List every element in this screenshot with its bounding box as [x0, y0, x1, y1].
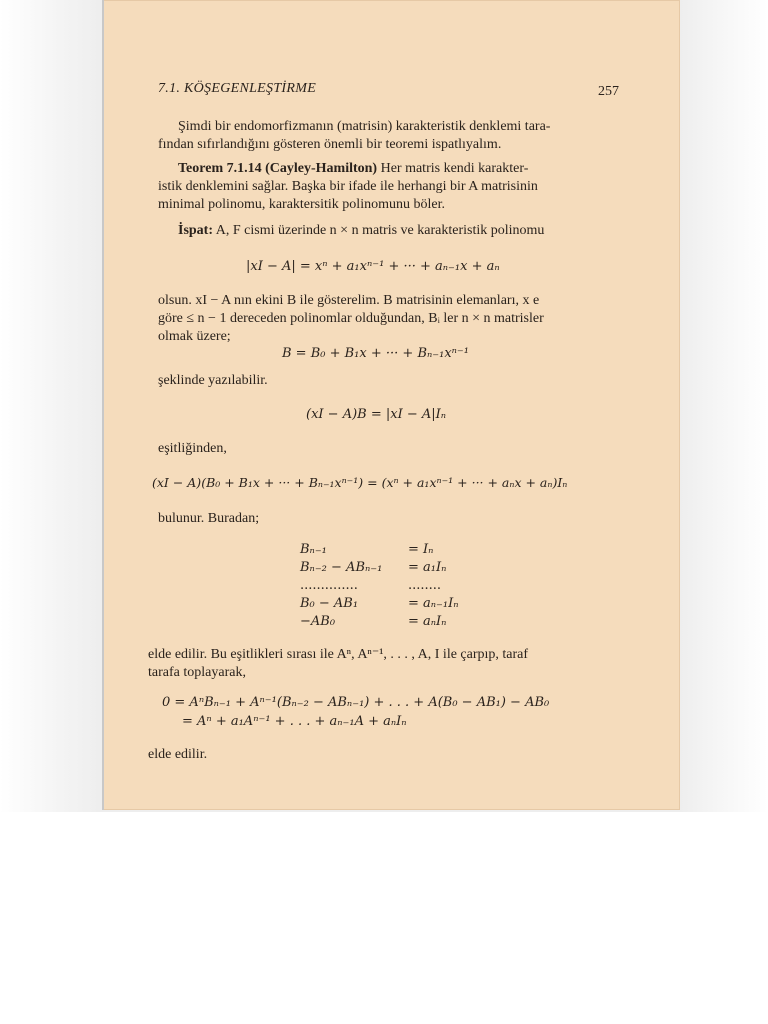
section-header: 7.1. KÖŞEGENLEŞTİRME	[158, 81, 317, 96]
proof-label: İspat:	[178, 223, 214, 238]
sum-equation-line-1: 0 = AⁿBₙ₋₁ + Aⁿ⁻¹(Bₙ₋₂ − ABₙ₋₁) + . . . + A(B₀ − AB₁) − AB₀	[162, 695, 550, 710]
paragraph-6-line-1: elde edilir. Bu eşitlikleri sırası ile Aⁿ, Aⁿ⁻¹, . . . , A, I ile çarpıp, taraf	[148, 647, 529, 662]
equation-B-expansion: B = B₀ + B₁x + ··· + Bₙ₋₁xⁿ⁻¹	[282, 346, 470, 361]
proof-line-1	[178, 222, 544, 240]
equation-adjugate: (xI − A)B = |xI − A|Iₙ	[306, 407, 447, 422]
system-lhs-5: −AB₀	[300, 614, 336, 629]
system-rhs-2: = a₁Iₙ	[408, 560, 447, 575]
paragraph-2-line-1: olsun. xI − A nın ekini B ile gösterelim. B matrisinin elemanları, x e	[158, 293, 540, 308]
paragraph-2-line-3: olmak üzere;	[158, 329, 231, 344]
equation-characteristic-polynomial: |xI − A| = xⁿ + a₁xⁿ⁻¹ + ··· + aₙ₋₁x + aₙ	[246, 259, 500, 274]
theorem-line-2: istik denklemini sağlar. Başka bir ifade ile herhangi bir A matrisinin	[158, 179, 538, 194]
theorem-text-1: Her matris kendi karakter-	[380, 161, 529, 176]
intro-line-2: fından sıfırlandığını gösteren önemli bir teoremi ispatlıyalım.	[158, 137, 502, 152]
paragraph-5: bulunur. Buradan;	[158, 511, 260, 526]
paragraph-2-line-2: göre ≤ n − 1 dereceden polinomlar olduğundan, Bᵢ ler n × n matrisler	[158, 311, 544, 326]
proof-text-1: A, F cismi üzerinde n × n matris ve karakteristik polinomu	[215, 223, 545, 238]
system-rhs-3: ........	[408, 578, 442, 593]
system-lhs-2: Bₙ₋₂ − ABₙ₋₁	[300, 560, 383, 575]
theorem-line-1	[178, 160, 528, 178]
system-rhs-4: = aₙ₋₁Iₙ	[408, 596, 459, 611]
closing-text: elde edilir.	[148, 747, 208, 762]
intro-line-1: Şimdi bir endomorfizmanın (matrisin) karakteristik denklemi tara-	[178, 119, 551, 134]
theorem-label: Teorem 7.1.14 (Cayley-Hamilton)	[178, 161, 378, 176]
paragraph-3: şeklinde yazılabilir.	[158, 373, 268, 388]
system-rhs-5: = aₙIₙ	[408, 614, 447, 629]
page-number: 257	[598, 84, 619, 99]
paragraph-4: eşitliğinden,	[158, 441, 227, 456]
equation-product-expansion: (xI − A)(B₀ + B₁x + ··· + Bₙ₋₁xⁿ⁻¹) = (xⁿ + a₁xⁿ⁻¹ + ··· + aₙx + aₙ)Iₙ	[152, 475, 568, 490]
system-rhs-1: = Iₙ	[408, 542, 434, 557]
sum-equation-line-2: = Aⁿ + a₁Aⁿ⁻¹ + . . . + aₙ₋₁A + aₙIₙ	[182, 714, 407, 729]
book-page	[102, 0, 680, 810]
system-lhs-3: ..............	[300, 578, 358, 593]
system-lhs-4: B₀ − AB₁	[300, 596, 359, 611]
theorem-line-3: minimal polinomu, karaktersitik polinomunu böler.	[158, 197, 445, 212]
system-lhs-1: Bₙ₋₁	[300, 542, 327, 557]
paragraph-6-line-2: tarafa toplayarak,	[148, 665, 246, 680]
